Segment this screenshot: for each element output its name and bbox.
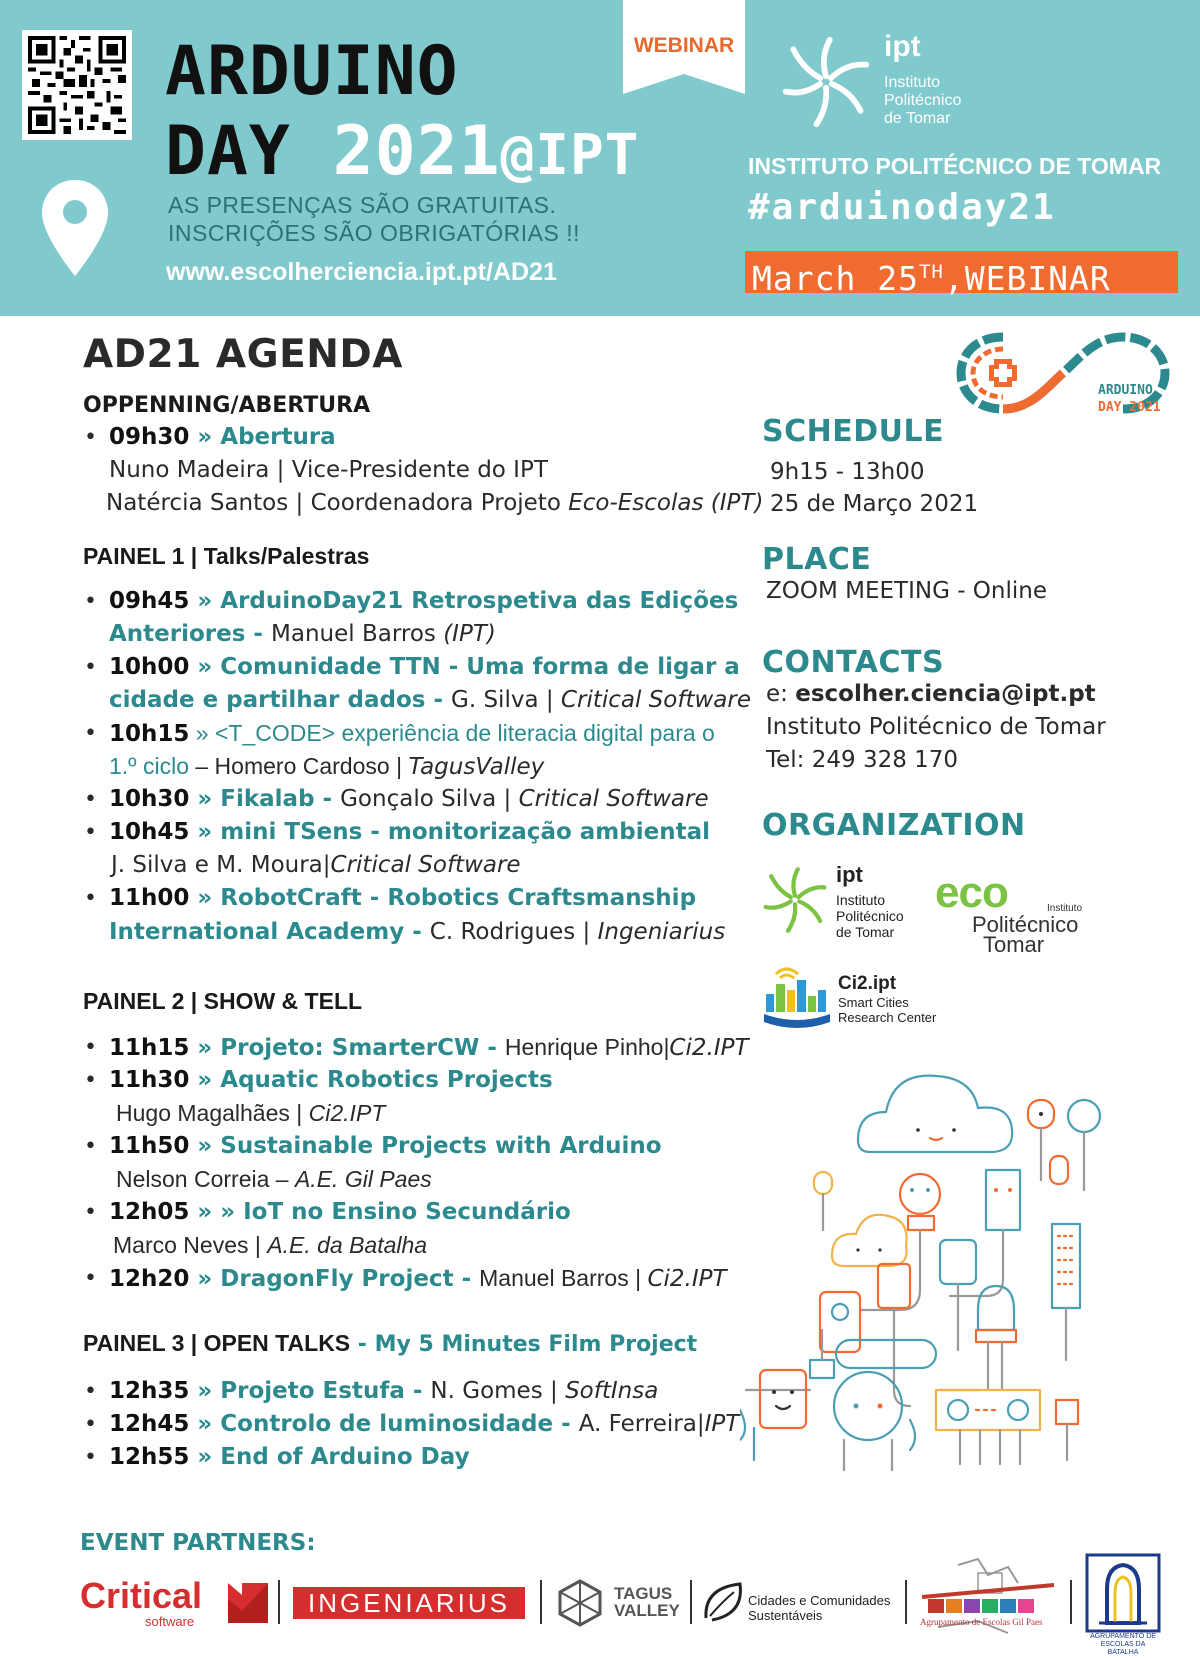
agenda-time: 12h45 bbox=[109, 1411, 190, 1437]
eco-ipt-logo-sub2: Tomar bbox=[983, 932, 1045, 957]
painel3-heading-title: PAINEL 3 | OPEN TALKS bbox=[83, 1330, 351, 1356]
agenda-org: Ci2.IPT bbox=[308, 1100, 386, 1126]
tagus-valley-line1: TAGUS bbox=[614, 1584, 673, 1603]
agenda-org: A.E. da Batalha bbox=[267, 1232, 428, 1258]
schedule-date: 25 de Março 2021 bbox=[770, 491, 979, 517]
schedule-time: 9h15 - 13h00 bbox=[770, 459, 925, 485]
date-suffix: TH bbox=[918, 261, 944, 283]
partner-divider bbox=[690, 1580, 692, 1624]
agenda-speaker: Gonçalo Silva | bbox=[340, 786, 519, 812]
email-label: e: bbox=[766, 681, 796, 707]
ci2-sub-line2: Research Center bbox=[838, 1010, 937, 1025]
bullet: • bbox=[84, 589, 97, 614]
agenda-time: 10h00 bbox=[109, 654, 190, 680]
agenda-item-1205 bbox=[109, 1201, 571, 1224]
agenda-item-1150 bbox=[109, 1135, 662, 1158]
agenda-item-1115 bbox=[109, 1036, 749, 1060]
contact-email bbox=[766, 681, 1096, 707]
agenda-speaker: N. Gomes | bbox=[430, 1378, 566, 1404]
bullet: • bbox=[84, 1200, 97, 1225]
partner-divider bbox=[905, 1580, 907, 1624]
agenda-time: 12h35 bbox=[109, 1378, 190, 1404]
event-date bbox=[752, 251, 1111, 300]
gil-paes-school-logo-icon bbox=[918, 1555, 1058, 1640]
agenda-title-text: » ArduinoDay21 Retrospetiva das Edições bbox=[189, 588, 739, 614]
batalha-school-line1: AGRUPAMENTO DE bbox=[1090, 1633, 1156, 1640]
agenda-time: 10h15 bbox=[109, 721, 190, 747]
agenda-title-text: » Sustainable Projects with Arduino bbox=[189, 1133, 662, 1159]
institution-name: INSTITUTO POLITÉCNICO DE TOMAR bbox=[748, 153, 1162, 179]
agenda-speaker: Manuel Barros bbox=[271, 621, 444, 647]
partner-divider bbox=[1070, 1580, 1072, 1624]
agenda-time: 10h45 bbox=[109, 819, 190, 845]
agenda-title-text: » mini TSens - monitorização ambiental bbox=[189, 819, 710, 845]
sustainable-cities-logo bbox=[748, 1593, 890, 1623]
ci2-logo-name: Ci2.ipt bbox=[838, 973, 897, 994]
ipt-logo-icon bbox=[778, 34, 874, 130]
agenda-title-text: » Projeto: SmarterCW - bbox=[189, 1035, 505, 1061]
batalha-school-line2: ESCOLAS DA BATALHA bbox=[1100, 1641, 1146, 1656]
agenda-speaker: G. Silva | bbox=[451, 687, 561, 713]
bullet: • bbox=[84, 425, 97, 450]
agenda-title-text: » Controlo de luminosidade - bbox=[189, 1411, 579, 1437]
agenda-title-text: » DragonFly Project - bbox=[189, 1266, 480, 1292]
ingeniarius-logo: INGENIARIUS bbox=[293, 1587, 525, 1619]
opening-item bbox=[109, 426, 336, 449]
agenda-item-1220 bbox=[109, 1267, 727, 1291]
agenda-speaker: J. Silva e M. Moura| bbox=[111, 852, 331, 878]
ipt-logo-sub-line1: Instituto bbox=[884, 74, 941, 91]
title-at-ipt: @IPT bbox=[500, 123, 640, 188]
opening-speaker-1: Nuno Madeira | Vice-Presidente do IPT bbox=[109, 457, 548, 483]
painel2-heading: PAINEL 2 | SHOW & TELL bbox=[83, 988, 363, 1014]
sustainable-cities-line1: Cidades e Comunidades bbox=[748, 1593, 891, 1608]
agenda-org: Critical Software bbox=[518, 786, 709, 812]
agenda-item-1205-cont bbox=[113, 1234, 427, 1257]
bullet: • bbox=[84, 1445, 97, 1470]
ipt-organization-name: ipt bbox=[836, 862, 863, 887]
agenda-title: AD21 AGENDA bbox=[83, 332, 403, 377]
bullet: • bbox=[84, 1134, 97, 1159]
date-day: March 25 bbox=[752, 259, 919, 298]
bullet: • bbox=[84, 820, 97, 845]
agenda-item-1100-cont bbox=[109, 921, 725, 944]
batalha-school-logo-icon bbox=[1085, 1553, 1161, 1633]
title-day: DAY bbox=[165, 112, 333, 191]
qr-code-icon bbox=[28, 36, 126, 134]
qr-code[interactable] bbox=[22, 30, 132, 140]
agenda-title-text: cidade e partilhar dados - bbox=[109, 687, 452, 713]
painel3-heading-sub: - My 5 Minutes Film Project bbox=[350, 1332, 698, 1357]
agenda-speaker: Marco Neves | bbox=[113, 1232, 268, 1258]
ipt-org-sub-line3: de Tomar bbox=[836, 924, 895, 940]
sustainable-cities-leaf-icon bbox=[700, 1578, 748, 1626]
email-link[interactable]: escolher.ciencia@ipt.pt bbox=[795, 681, 1096, 707]
agenda-title-text: 1.º ciclo bbox=[109, 753, 189, 779]
date-format: ,WEBINAR bbox=[943, 259, 1111, 298]
ci2-logo-subtitle bbox=[838, 995, 936, 1025]
bullet: • bbox=[84, 1068, 97, 1093]
organization-heading: ORGANIZATION bbox=[762, 808, 1026, 843]
eco-ipt-logo: eco bbox=[935, 868, 1008, 917]
agenda-org: Ingeniarius bbox=[597, 919, 726, 945]
tagus-valley-logo bbox=[614, 1585, 680, 1619]
webinar-ribbon-label: WEBINAR bbox=[633, 34, 735, 57]
opening-speaker-2 bbox=[106, 492, 763, 515]
sustainable-cities-line2: Sustentáveis bbox=[748, 1608, 823, 1623]
ci2-city-icon bbox=[762, 960, 832, 1032]
agenda-item-1045-cont bbox=[111, 854, 521, 877]
critical-software-logo-sub: software bbox=[145, 1614, 195, 1629]
agenda-speaker: Manuel Barros | bbox=[479, 1265, 648, 1291]
critical-software-mark-icon bbox=[228, 1583, 268, 1623]
agenda-title-text: » Projeto Estufa - bbox=[189, 1378, 431, 1404]
agenda-item-1130-cont bbox=[116, 1102, 385, 1125]
agenda-org: TagusValley bbox=[408, 754, 545, 780]
agenda-item-1000-cont bbox=[109, 689, 751, 712]
agenda-item-1015-cont bbox=[109, 755, 544, 779]
ipt-logo-sub-line3: de Tomar bbox=[884, 110, 951, 127]
batalha-school-logo-text bbox=[1085, 1633, 1161, 1657]
contacts-heading: CONTACTS bbox=[762, 645, 945, 680]
speaker-project: Eco-Escolas (IPT) bbox=[568, 490, 764, 516]
ipt-logo-name: ipt bbox=[884, 30, 921, 63]
agenda-item-1245 bbox=[109, 1413, 739, 1436]
agenda-title-text: » <T_CODE> experiência de literacia digital para o bbox=[189, 720, 715, 746]
agenda-title-text: » Abertura bbox=[189, 424, 336, 450]
speaker-role: Natércia Santos | Coordenadora Projeto bbox=[106, 490, 569, 516]
critical-software-logo: Critical bbox=[80, 1575, 203, 1616]
agenda-item-1000 bbox=[109, 656, 740, 679]
agenda-title-text: » Fikalab - bbox=[189, 786, 341, 812]
ipt-organization-subtitle bbox=[836, 892, 904, 940]
agenda-time: 11h00 bbox=[109, 885, 190, 911]
agenda-time: 11h15 bbox=[109, 1035, 190, 1061]
agenda-item-1150-cont bbox=[116, 1168, 432, 1191]
agenda-item-1045 bbox=[109, 821, 710, 844]
agenda-speaker: Nelson Correia – bbox=[116, 1166, 295, 1192]
ipt-org-sub-line2: Politécnico bbox=[836, 908, 904, 924]
contact-phone: Tel: 249 328 170 bbox=[766, 747, 959, 773]
agenda-item-1015 bbox=[109, 722, 715, 746]
event-title-line1: ARDUINO bbox=[165, 32, 459, 111]
painel3-heading bbox=[83, 1330, 697, 1357]
agenda-title-text: » » IoT no Ensino Secundário bbox=[189, 1199, 571, 1225]
agenda-org: Critical Software bbox=[330, 852, 521, 878]
contact-institution: Instituto Politécnico de Tomar bbox=[766, 714, 1106, 740]
partner-divider bbox=[278, 1580, 280, 1624]
agenda-title-text: » Aquatic Robotics Projects bbox=[189, 1067, 553, 1093]
agenda-title-text: » Comunidade TTN - Uma forma de ligar a bbox=[189, 654, 740, 680]
registration-link[interactable]: www.escolherciencia.ipt.pt/AD21 bbox=[166, 258, 557, 286]
agenda-org: A.E. Gil Paes bbox=[294, 1166, 432, 1192]
ipt-organization-logo-icon bbox=[760, 865, 830, 935]
agenda-title-text: » End of Arduino Day bbox=[189, 1444, 470, 1470]
bullet: • bbox=[84, 1266, 97, 1291]
agenda-speaker: C. Rodrigues | bbox=[429, 919, 598, 945]
agenda-title-text: International Academy - bbox=[109, 919, 430, 945]
agenda-item-1130 bbox=[109, 1069, 553, 1092]
agenda-item-1100 bbox=[109, 887, 696, 910]
ci2-sub-line1: Smart Cities bbox=[838, 995, 909, 1010]
agenda-time: 12h55 bbox=[109, 1444, 190, 1470]
location-pin-icon bbox=[40, 178, 110, 278]
ipt-logo-sub-line2: Politécnico bbox=[884, 92, 962, 109]
ipt-org-sub-line1: Instituto bbox=[836, 892, 886, 908]
event-title-line2 bbox=[165, 112, 640, 191]
agenda-time: 11h50 bbox=[109, 1133, 190, 1159]
agenda-org: Ci2.IPT bbox=[647, 1266, 727, 1292]
registration-notice: INSCRIÇÕES SÃO OBRIGATÓRIAS !! bbox=[168, 220, 581, 246]
agenda-item-1235 bbox=[109, 1380, 658, 1403]
agenda-org: SoftInsa bbox=[565, 1378, 659, 1404]
bullet: • bbox=[84, 721, 97, 746]
agenda-time: 12h20 bbox=[109, 1266, 190, 1292]
tagus-valley-line2: VALLEY bbox=[614, 1601, 680, 1620]
event-partners-heading: EVENT PARTNERS: bbox=[80, 1530, 316, 1556]
bullet: • bbox=[84, 1379, 97, 1404]
agenda-time: 09h30 bbox=[109, 424, 190, 450]
agenda-org: IPT bbox=[704, 1411, 740, 1437]
bullet: • bbox=[84, 1035, 97, 1060]
agenda-item-0945-cont bbox=[109, 623, 496, 646]
eco-ipt-logo-sub1: Politécnico bbox=[972, 912, 1079, 937]
title-year: 2021 bbox=[332, 112, 501, 191]
iot-devices-illustration bbox=[740, 1060, 1160, 1500]
painel1-heading: PAINEL 1 | Talks/Palestras bbox=[83, 543, 370, 569]
agenda-item-1030 bbox=[109, 788, 709, 811]
agenda-time: 10h30 bbox=[109, 786, 190, 812]
agenda-org: (IPT) bbox=[443, 621, 496, 647]
arduino-day-logo-line1: ARDUINO bbox=[1098, 383, 1153, 398]
agenda-time: 12h05 bbox=[109, 1199, 190, 1225]
free-attendance-notice: AS PRESENÇAS SÃO GRATUITAS. bbox=[168, 192, 557, 218]
agenda-time: 11h30 bbox=[109, 1067, 190, 1093]
agenda-time: 09h45 bbox=[109, 588, 190, 614]
agenda-item-1255 bbox=[109, 1446, 470, 1469]
eco-ipt-logo-institute: Instituto bbox=[1047, 903, 1083, 914]
gil-paes-school-logo-text: Agrupamento de Escolas Gil Paes bbox=[920, 1617, 1043, 1627]
bullet: • bbox=[84, 787, 97, 812]
event-hashtag: #arduinoday21 bbox=[748, 187, 1056, 228]
agenda-org: Critical Software bbox=[560, 687, 751, 713]
place-heading: PLACE bbox=[762, 542, 872, 577]
agenda-title-text: » RobotCraft - Robotics Craftsmanship bbox=[189, 885, 697, 911]
agenda-speaker: Hugo Magalhães | bbox=[116, 1100, 309, 1126]
agenda-speaker: – Homero Cardoso | bbox=[188, 753, 409, 779]
ipt-logo-subtitle bbox=[884, 74, 961, 128]
tagus-valley-hexagon-icon bbox=[555, 1578, 605, 1628]
agenda-speaker: A. Ferreira| bbox=[578, 1411, 705, 1437]
bullet: • bbox=[84, 1412, 97, 1437]
agenda-speaker: Henrique Pinho| bbox=[504, 1034, 670, 1060]
schedule-heading: SCHEDULE bbox=[762, 414, 945, 449]
partner-divider bbox=[540, 1580, 542, 1624]
agenda-org: Ci2.IPT bbox=[669, 1035, 749, 1061]
agenda-title-text: Anteriores - bbox=[109, 621, 271, 647]
arduino-day-logo-line2: DAY 2021 bbox=[1098, 400, 1161, 415]
bullet: • bbox=[84, 655, 97, 680]
bullet: • bbox=[84, 886, 97, 911]
agenda-item-0945 bbox=[109, 590, 738, 613]
place-value: ZOOM MEETING - Online bbox=[766, 578, 1047, 604]
opening-heading: OPPENNING/ABERTURA bbox=[83, 393, 371, 418]
